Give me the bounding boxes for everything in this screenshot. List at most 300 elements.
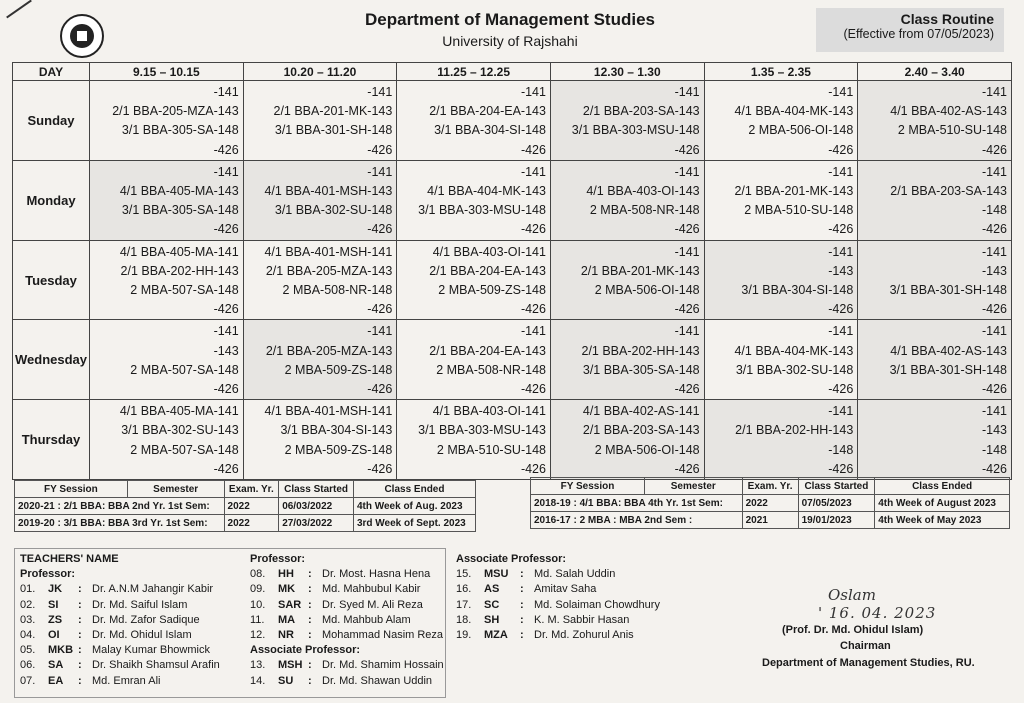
separator: : (308, 583, 312, 596)
routine-cell (243, 160, 397, 240)
fy-header-cell: FY Session (531, 478, 645, 495)
routine-cell (243, 240, 397, 320)
routine-cell (397, 400, 551, 480)
fy-header-cell: Class Ended (353, 481, 475, 498)
teacher-name: Dr. Most. Hasna Hena (322, 568, 431, 581)
class-entry: 4/1 BBA-401-MSH-141 (264, 404, 393, 419)
class-entry: 4/1 BBA-402-AS-141 (582, 404, 700, 419)
class-entry: 2 MBA-510-SU-148 (897, 123, 1007, 138)
separator: : (78, 644, 82, 657)
routine-cell (90, 240, 244, 320)
slot-header: 1.35 – 2.35 (704, 63, 858, 81)
class-entry: 2 MBA-508-NR-148 (282, 283, 393, 298)
teacher-name: Malay Kumar Bhowmick (92, 644, 210, 657)
teachers-column-2 (250, 552, 444, 689)
class-entry: -426 (828, 222, 854, 237)
class-entry: -141 (520, 324, 546, 339)
class-entry: -141 (674, 324, 700, 339)
class-entry: -426 (520, 302, 546, 317)
class-entry: 4/1 BBA-403-OI-141 (432, 244, 546, 259)
routine-cell (858, 240, 1012, 320)
teacher-row (250, 658, 444, 673)
class-entry: -426 (520, 461, 546, 476)
class-entry: 2 MBA-510-SU-148 (436, 442, 546, 457)
fy-session-semester (531, 512, 743, 529)
fy-header-cell: Exam. Yr. (224, 481, 279, 498)
class-entry: -141 (213, 324, 239, 339)
fy-session-semester (15, 515, 225, 532)
teacher-number: 06. (20, 659, 36, 672)
day-header: DAY (13, 63, 90, 81)
class-entry: 2 MBA-508-NR-148 (589, 203, 700, 218)
teacher-abbr: MSH (278, 659, 303, 672)
routine-cell (397, 160, 551, 240)
teacher-number: 02. (20, 598, 36, 611)
routine-cell (90, 81, 244, 161)
teacher-abbr: ZS (48, 613, 63, 626)
fy-end: 4th Week of May 2023 (875, 512, 1010, 529)
class-entry: -141 (674, 244, 700, 259)
teacher-name: Dr. Md. Shawan Uddin (322, 674, 433, 687)
teacher-row (250, 567, 444, 582)
class-entry: 2 MBA-510-SU-148 (744, 203, 854, 218)
page-subtitle: University of Rajshahi (442, 33, 578, 49)
class-entry: 3/1 BBA-303-MSU-143 (418, 423, 546, 438)
routine-cell (858, 400, 1012, 480)
teacher-row (20, 674, 220, 689)
fy-start: 19/01/2023 (798, 512, 875, 529)
class-entry: 2 MBA-509-ZS-148 (284, 442, 393, 457)
teacher-abbr: MKB (48, 644, 74, 657)
routine-cell (858, 160, 1012, 240)
teacher-row (20, 628, 220, 643)
teacher-abbr: EA (48, 674, 64, 687)
fy-yr: 2022 (742, 495, 798, 512)
corner-mark (6, 0, 32, 18)
teacher-row (20, 613, 220, 628)
class-entry: 2/1 BBA-203-SA-143 (582, 104, 700, 119)
teacher-name: Md. Emran Ali (92, 674, 161, 687)
fy-semester: 3/1 BBA: BBA 3rd Yr. 1st Sem: (63, 517, 208, 529)
class-entry: 3/1 BBA-304-SI-148 (741, 283, 854, 298)
separator: : (308, 598, 312, 611)
class-entry: 2 MBA-509-ZS-148 (284, 362, 393, 377)
routine-cell (704, 240, 858, 320)
teacher-number: 12. (250, 629, 266, 642)
class-entry: -426 (213, 222, 239, 237)
routine-cell (704, 160, 858, 240)
class-entry: 3/1 BBA-303-MSU-148 (418, 203, 546, 218)
class-entry: -426 (213, 302, 239, 317)
teacher-name: Dr. Md. Saiful Islam (92, 598, 188, 611)
teacher-number: 11. (250, 613, 265, 626)
fy-header-cell: Class Ended (875, 478, 1010, 495)
teacher-abbr: MK (278, 583, 296, 596)
fy-row (15, 515, 476, 532)
fy-yr: 2022 (224, 498, 279, 515)
chairman-title: Chairman (840, 640, 891, 652)
class-entry: -148 (981, 442, 1007, 457)
class-entry: 2/1 BBA-205-MZA-143 (265, 343, 393, 358)
class-entry: 4/1 BBA-405-MA-141 (119, 404, 239, 419)
fy-session: 2019-20 : (18, 517, 61, 529)
teacher-abbr: HH (278, 568, 294, 581)
routine-row-sunday (13, 81, 1012, 161)
routine-cell (858, 320, 1012, 400)
class-entry: -143 (828, 263, 854, 278)
chairman-name: (Prof. Dr. Md. Ohidul Islam) (782, 624, 924, 636)
class-entry: -426 (520, 222, 546, 237)
class-entry: 3/1 BBA-305-SA-148 (121, 203, 239, 218)
class-entry: -426 (367, 382, 393, 397)
routine-cell (858, 81, 1012, 161)
class-entry: -426 (981, 222, 1007, 237)
class-entry: 2 MBA-506-OI-148 (748, 123, 854, 138)
routine-cell (550, 240, 704, 320)
teachers-column-3 (456, 552, 660, 643)
class-entry: 4/1 BBA-401-MSH-143 (264, 184, 393, 199)
teacher-name: Md. Mahbub Alam (322, 613, 411, 626)
teacher-name: Md. Salah Uddin (534, 568, 616, 581)
class-entry: 2/1 BBA-204-EA-143 (429, 263, 546, 278)
slot-header: 9.15 – 10.15 (90, 63, 244, 81)
teacher-number: 08. (250, 568, 266, 581)
class-entry: -141 (367, 85, 393, 99)
associate-professor-heading: Associate Professor: (250, 644, 361, 657)
fy-session: 2020-21 : (18, 500, 61, 512)
teacher-row (20, 643, 220, 658)
teacher-number: 19. (456, 629, 472, 642)
teacher-row (250, 598, 444, 613)
class-entry: -141 (828, 324, 854, 339)
fy-session: 2018-19 : (534, 497, 577, 509)
class-entry: -426 (367, 461, 393, 476)
fy-row (15, 498, 476, 515)
class-entry: 3/1 BBA-301-SH-148 (889, 283, 1007, 298)
routine-header-row (13, 63, 1012, 81)
routine-cell (397, 81, 551, 161)
class-entry: -141 (981, 164, 1007, 179)
separator: : (520, 598, 524, 611)
routine-table (12, 62, 1012, 480)
fy-semester: 2/1 BBA: BBA 2nd Yr. 1st Sem: (63, 500, 210, 512)
teacher-number: 05. (20, 644, 36, 657)
class-entry: 2/1 BBA-201-MK-143 (273, 104, 393, 119)
fy-end: 3rd Week of Sept. 2023 (353, 515, 475, 532)
class-entry: 4/1 BBA-403-OI-143 (586, 184, 700, 199)
slot-header: 10.20 – 11.20 (243, 63, 397, 81)
fy-header-cell: FY Session (15, 481, 128, 498)
separator: : (520, 629, 524, 642)
routine-cell (90, 160, 244, 240)
fy-header-cell: Semester (127, 481, 224, 498)
class-entry: -426 (367, 142, 393, 157)
class-entry: -148 (981, 203, 1007, 218)
class-entry: -141 (674, 164, 700, 179)
signature: Oslam (828, 586, 876, 604)
class-entry: -141 (520, 85, 546, 99)
slot-header: 12.30 – 1.30 (550, 63, 704, 81)
class-entry: 3/1 BBA-301-SH-148 (274, 123, 393, 138)
teacher-name: Dr. Shaikh Shamsul Arafin (92, 659, 220, 672)
class-entry: 4/1 BBA-404-MK-143 (427, 184, 546, 199)
class-entry: 4/1 BBA-405-MA-143 (119, 184, 239, 199)
teacher-number: 10. (250, 598, 266, 611)
routine-row-monday (13, 160, 1012, 240)
separator: : (78, 583, 82, 596)
fy-semester: 2 MBA : MBA 2nd Sem : (579, 514, 693, 526)
class-entry: 3/1 BBA-302-SU-148 (735, 362, 854, 377)
teacher-number: 04. (20, 629, 36, 642)
teacher-number: 07. (20, 674, 36, 687)
slot-header: 11.25 – 12.25 (397, 63, 551, 81)
teacher-number: 14. (250, 674, 266, 687)
teacher-abbr: MZA (484, 629, 508, 642)
class-entry: -141 (520, 164, 546, 179)
fy-end: 4th Week of August 2023 (875, 495, 1010, 512)
class-entry: 4/1 BBA-402-AS-143 (890, 343, 1007, 358)
fy-start: 07/05/2023 (798, 495, 875, 512)
slot-header: 2.40 – 3.40 (858, 63, 1012, 81)
class-entry: -141 (981, 85, 1007, 99)
day-name: Wednesday (13, 320, 90, 400)
class-entry: -143 (981, 423, 1007, 438)
class-entry: -426 (213, 382, 239, 397)
class-entry: -426 (981, 382, 1007, 397)
teacher-name: Dr. Syed M. Ali Reza (322, 598, 423, 611)
teacher-row (456, 613, 660, 628)
class-entry: 3/1 BBA-302-SU-148 (274, 203, 393, 218)
professor-heading: Professor: (20, 568, 76, 581)
teacher-number: 13. (250, 659, 266, 672)
teacher-abbr: SA (48, 659, 64, 672)
routine-cell (397, 320, 551, 400)
teacher-number: 15. (456, 568, 472, 581)
separator: : (78, 613, 82, 626)
fy-header-row (531, 478, 1010, 495)
class-entry: 2 MBA-507-SA-148 (130, 283, 239, 298)
class-entry: 4/1 BBA-404-MK-143 (734, 104, 854, 119)
teacher-name: Amitav Saha (534, 583, 597, 596)
class-entry: -426 (520, 142, 546, 157)
teacher-abbr: SAR (278, 598, 302, 611)
chairman-department: Department of Management Studies, RU. (762, 657, 975, 669)
teacher-row (456, 598, 660, 613)
class-entry: -426 (674, 142, 700, 157)
teacher-name: Dr. A.N.M Jahangir Kabir (92, 583, 214, 596)
routine-cell (550, 400, 704, 480)
routine-cell (704, 400, 858, 480)
routine-label-box (816, 8, 1004, 52)
class-entry: 4/1 BBA-401-MSH-141 (264, 244, 393, 259)
class-entry: 2 MBA-506-OI-148 (594, 283, 700, 298)
fy-session: 2016-17 : (534, 514, 577, 526)
class-entry: 4/1 BBA-402-AS-143 (890, 104, 1007, 119)
class-entry: -141 (367, 324, 393, 339)
class-entry: -141 (674, 85, 700, 99)
class-entry: -426 (520, 382, 546, 397)
teacher-row (456, 628, 660, 643)
class-entry: 3/1 BBA-304-SI-143 (280, 423, 393, 438)
teacher-row (456, 567, 660, 582)
signature-date: ' 16. 04. 2023 (818, 604, 937, 622)
class-entry: 3/1 BBA-303-MSU-148 (571, 123, 700, 138)
fy-header-cell: Semester (644, 478, 742, 495)
fy-start: 27/03/2022 (279, 515, 354, 532)
effective-date: (Effective from 07/05/2023) (843, 27, 994, 41)
fy-header-cell: Class Started (279, 481, 354, 498)
class-entry: -426 (674, 461, 700, 476)
fy-yr: 2021 (742, 512, 798, 529)
teacher-name: K. M. Sabbir Hasan (534, 613, 630, 626)
routine-cell (550, 160, 704, 240)
class-entry: -426 (674, 302, 700, 317)
separator: : (308, 613, 312, 626)
routine-row-wednesday (13, 320, 1012, 400)
class-entry: -141 (828, 404, 854, 419)
class-entry: -426 (981, 461, 1007, 476)
teacher-row (20, 598, 220, 613)
class-entry: -426 (981, 302, 1007, 317)
separator: : (308, 674, 312, 687)
teacher-number: 18. (456, 613, 472, 626)
teacher-number: 01. (20, 583, 36, 596)
teacher-abbr: OI (48, 629, 60, 642)
university-logo (60, 14, 104, 58)
class-entry: 2 MBA-508-NR-148 (436, 362, 546, 377)
teacher-row (456, 582, 660, 597)
class-entry: -426 (828, 461, 854, 476)
class-entry: -141 (981, 244, 1007, 259)
class-entry: 3/1 BBA-302-SU-143 (121, 423, 239, 438)
class-entry: -426 (674, 382, 700, 397)
fy-session-table-left (14, 480, 476, 532)
fy-row (531, 512, 1010, 529)
fy-session-semester (531, 495, 743, 512)
day-name: Monday (13, 160, 90, 240)
class-entry: -426 (213, 142, 239, 157)
teacher-abbr: SC (484, 598, 500, 611)
class-entry: -426 (981, 142, 1007, 157)
teacher-row (250, 628, 444, 643)
separator: : (308, 659, 312, 672)
class-entry: 2 MBA-506-OI-148 (594, 442, 700, 457)
teacher-number: 16. (456, 583, 472, 596)
fy-end: 4th Week of Aug. 2023 (353, 498, 475, 515)
fy-session-semester (15, 498, 225, 515)
fy-semester: 4/1 BBA: BBA 4th Yr. 1st Sem: (579, 497, 723, 509)
routine-cell (550, 81, 704, 161)
class-entry: -426 (674, 222, 700, 237)
teacher-row (250, 674, 444, 689)
class-entry: 3/1 BBA-305-SA-148 (582, 362, 700, 377)
page-title: Department of Management Studies (365, 10, 655, 29)
class-entry: 2/1 BBA-203-SA-143 (890, 184, 1007, 199)
class-entry: -426 (367, 302, 393, 317)
fy-header-cell: Class Started (798, 478, 875, 495)
routine-cell (243, 81, 397, 161)
teacher-abbr: MA (278, 613, 296, 626)
teacher-name: Dr. Md. Ohidul Islam (92, 629, 192, 642)
class-entry: -148 (828, 442, 854, 457)
teacher-name: Dr. Md. Zohurul Anis (534, 629, 634, 642)
fy-yr: 2022 (224, 515, 279, 532)
class-entry: -426 (828, 382, 854, 397)
separator: : (78, 598, 82, 611)
separator: : (308, 568, 312, 581)
separator: : (78, 659, 82, 672)
separator: : (520, 613, 524, 626)
class-entry: -426 (367, 222, 393, 237)
teacher-name: Md. Solaiman Chowdhury (534, 598, 660, 611)
professor-heading: Professor: (250, 553, 306, 565)
teacher-number: 17. (456, 598, 472, 611)
class-entry: 2/1 BBA-202-HH-143 (120, 263, 239, 278)
separator: : (308, 629, 312, 642)
teachers-column-1 (20, 552, 220, 689)
teacher-abbr: SI (48, 598, 59, 611)
teachers-title: TEACHERS' NAME (20, 553, 119, 565)
teacher-row (20, 582, 220, 597)
class-entry: -141 (828, 244, 854, 259)
class-entry: 2/1 BBA-205-MZA-143 (112, 104, 239, 119)
day-name: Thursday (13, 400, 90, 480)
teacher-name: Dr. Md. Shamim Hossain (322, 659, 444, 672)
routine-row-thursday (13, 400, 1012, 480)
class-entry: -141 (981, 404, 1007, 419)
routine-cell (243, 320, 397, 400)
teacher-abbr: SH (484, 613, 500, 626)
class-entry: 2/1 BBA-204-EA-143 (429, 343, 546, 358)
fy-header-cell: Exam. Yr. (742, 478, 798, 495)
teacher-number: 09. (250, 583, 266, 596)
class-entry: 2 MBA-507-SA-148 (130, 362, 239, 377)
class-entry: -141 (981, 324, 1007, 339)
teacher-row (250, 613, 444, 628)
separator: : (78, 629, 82, 642)
class-entry: 2/1 BBA-205-MZA-143 (265, 263, 393, 278)
class-entry: 4/1 BBA-404-MK-143 (734, 343, 854, 358)
class-entry: 4/1 BBA-405-MA-141 (119, 244, 239, 259)
teacher-abbr: JK (48, 583, 63, 596)
teacher-abbr: AS (484, 583, 500, 596)
teacher-row (20, 658, 220, 673)
teacher-abbr: SU (278, 674, 294, 687)
routine-cell (90, 400, 244, 480)
teacher-number: 03. (20, 613, 36, 626)
class-entry: 2 MBA-509-ZS-148 (438, 283, 546, 298)
teacher-name: Md. Mahbubul Kabir (322, 583, 421, 596)
teacher-name: Dr. Md. Zafor Sadique (92, 613, 200, 626)
routine-cell (704, 320, 858, 400)
teacher-abbr: MSU (484, 568, 509, 581)
separator: : (520, 583, 524, 596)
class-entry: -141 (828, 85, 854, 99)
class-entry: 2/1 BBA-201-MK-143 (580, 263, 700, 278)
separator: : (78, 674, 82, 687)
class-entry: -426 (828, 142, 854, 157)
fy-start: 06/03/2022 (279, 498, 354, 515)
class-entry: 3/1 BBA-301-SH-148 (889, 362, 1007, 377)
day-name: Tuesday (13, 240, 90, 320)
class-entry: -141 (213, 164, 239, 179)
routine-cell (397, 240, 551, 320)
teacher-name: Mohammad Nasim Reza (322, 629, 444, 642)
teacher-row (250, 582, 444, 597)
class-entry: 2 MBA-507-SA-148 (130, 442, 239, 457)
routine-cell (704, 81, 858, 161)
class-entry: 2/1 BBA-203-SA-143 (582, 423, 700, 438)
